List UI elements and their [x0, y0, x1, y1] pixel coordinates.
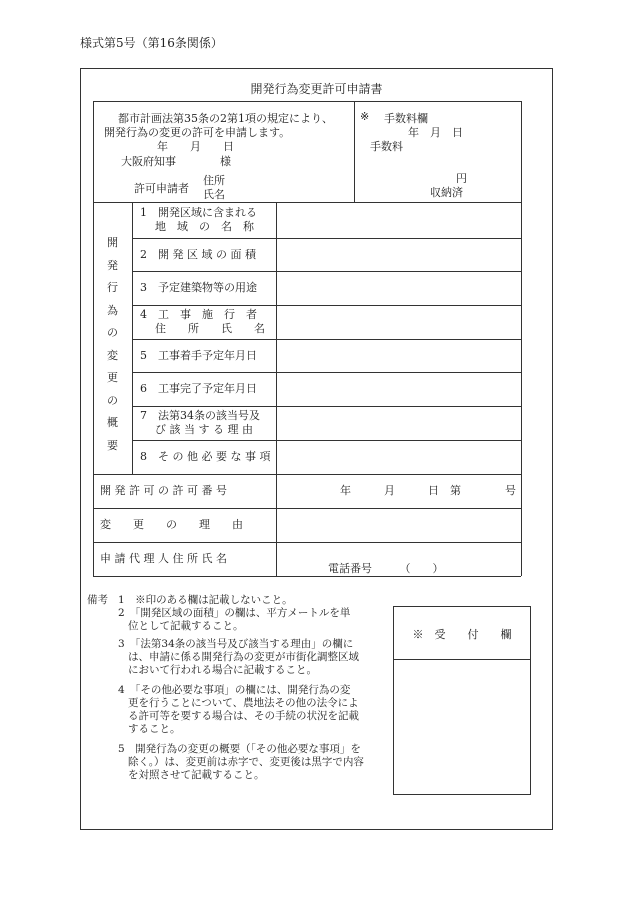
note-line: 2 「開発区域の面積」の欄は、平方メートルを単	[118, 607, 351, 619]
note-line: 5 開発行為の変更の概要（「その他必要な事項」を	[118, 743, 361, 755]
note-line: を対照させて記載すること。	[128, 769, 265, 781]
item-1-line1: 1 開発区域に含まれる	[140, 206, 257, 219]
item-7-label	[140, 406, 260, 440]
name-label: 氏名	[203, 188, 225, 201]
overview-char: の	[107, 393, 118, 407]
agent-phone: 電話番号 （ ）	[328, 562, 444, 575]
item-3-label: 3 予定建築物等の用途	[140, 281, 257, 294]
item-7-line2: び 該 当 す る 理 由	[155, 423, 253, 436]
item-6-label: 6 工事完了予定年月日	[140, 382, 257, 395]
item-4-label	[140, 305, 265, 339]
note-line: 位として記載すること。	[128, 620, 244, 632]
overview-char: 行	[107, 281, 118, 294]
agent-label: 申 請 代 理 人 住 所 氏 名	[100, 552, 227, 565]
overview-char: 為	[107, 303, 118, 317]
fee-yen: 円	[456, 172, 467, 185]
item-2-label: 2 開 発 区 域 の 面 積	[140, 247, 256, 261]
applicant-label: 許可申請者	[134, 182, 189, 195]
addressee: 大阪府知事 様	[121, 155, 231, 168]
form-number: 様式第5号（第16条関係）	[80, 36, 223, 50]
fee-date: 年 月 日	[408, 126, 463, 139]
form-title: 開発行為変更許可申請書	[250, 82, 383, 96]
overview-vertical-label	[93, 234, 132, 459]
overview-char: 発	[107, 258, 118, 272]
item-5-label: 5 工事着手予定年月日	[140, 348, 257, 362]
item-1-line2: 地 域 の 名 称	[155, 220, 254, 233]
note-line: 1 ※印のある欄は記載しないこと。	[118, 594, 293, 606]
change-reason-label: 変 更 の 理 由	[100, 518, 243, 531]
item-4-line2: 住 所 氏 名	[155, 322, 265, 335]
note-line: 除く。）は、変更前は赤字で、変更後は黒字で内容	[128, 756, 364, 768]
overview-char: 概	[107, 416, 118, 429]
notes-label: 備考	[87, 594, 108, 606]
note-line: 4 「その他必要な事項」の欄には、開発行為の変	[118, 684, 351, 696]
fee-mark: ※	[360, 110, 370, 123]
item-1-label	[140, 202, 257, 238]
overview-char: 開	[107, 236, 118, 249]
fee-paid: 収納済	[430, 186, 463, 199]
fee-header: 手数料欄	[384, 112, 428, 125]
application-text-line2: 開発行為の変更の許可を申請します。	[104, 126, 291, 139]
note-line: 更を行うことについて、農地法その他の法令によ	[128, 697, 359, 709]
note-line: る許可等を要する場合は、その手続の状況を記載	[128, 710, 359, 722]
note-line: すること。	[128, 723, 181, 735]
note-line: は、申請に係る開発行為の変更が市街化調整区域	[128, 651, 359, 663]
note-line: 3 「法第34条の該当号及び該当する理由」の欄に	[118, 638, 354, 650]
overview-char: 更	[107, 371, 118, 384]
application-text-line1: 都市計画法第35条の2第1項の規定により、	[118, 112, 333, 125]
permit-number-value: 年 月 日 第 号	[340, 484, 516, 497]
application-date: 年 月 日	[157, 140, 234, 153]
item-4-line1: 4 工 事 施 行 者	[140, 308, 257, 321]
permit-number-label: 開 発 許 可 の 許 可 番 号	[100, 484, 227, 497]
item-7-line1: 7 法第34条の該当号及	[140, 409, 260, 422]
reception-label: ※ 受 付 欄	[412, 628, 512, 641]
reception-divider	[393, 659, 531, 660]
item-8-label: 8 そ の 他 必 要 な 事 項	[140, 450, 271, 463]
address-label: 住所	[203, 174, 225, 187]
overview-char: の	[107, 326, 118, 339]
fee-label: 手数料	[370, 140, 403, 153]
overview-char: 要	[107, 438, 118, 452]
overview-char: 変	[107, 348, 118, 362]
note-line: において行われる場合に記載すること。	[128, 664, 317, 676]
